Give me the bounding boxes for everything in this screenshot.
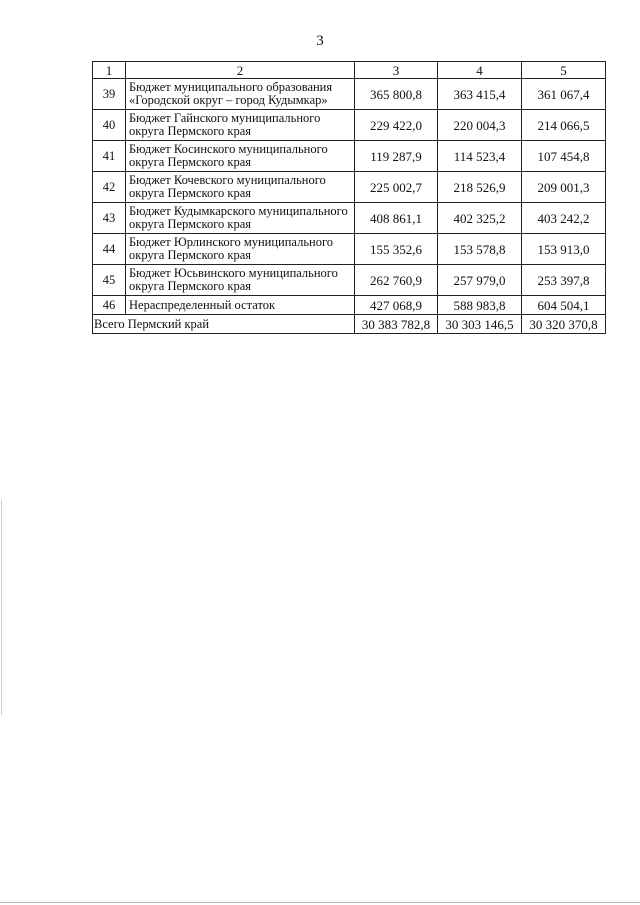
header-cell-col3: 3 — [355, 62, 438, 79]
value-col5: 107 454,8 — [522, 141, 606, 172]
value-col5: 153 913,0 — [522, 234, 606, 265]
table-row — [93, 172, 606, 203]
value-col5: 604 504,1 — [522, 296, 606, 315]
value-col4: 257 979,0 — [438, 265, 522, 296]
value-col3: 119 287,9 — [355, 141, 438, 172]
row-number: 45 — [93, 265, 126, 296]
budget-name: Бюджет Юсьвинского муниципального округа Пермского края — [126, 265, 355, 296]
budget-name: Бюджет муниципального образования «Городской округ – город Кудымкар» — [126, 79, 355, 110]
table-row — [93, 234, 606, 265]
value-col3: 427 068,9 — [355, 296, 438, 315]
value-col5: 253 397,8 — [522, 265, 606, 296]
row-number: 43 — [93, 203, 126, 234]
header-cell-col5: 5 — [522, 62, 606, 79]
value-col3: 408 861,1 — [355, 203, 438, 234]
table-row — [93, 79, 606, 110]
row-number: 44 — [93, 234, 126, 265]
row-number: 46 — [93, 296, 126, 315]
value-col3: 155 352,6 — [355, 234, 438, 265]
table-row — [93, 110, 606, 141]
total-col3: 30 383 782,8 — [355, 315, 438, 334]
value-col4: 402 325,2 — [438, 203, 522, 234]
table-header-row — [93, 62, 606, 79]
header-cell-col1: 1 — [93, 62, 126, 79]
value-col5: 361 067,4 — [522, 79, 606, 110]
value-col5: 209 001,3 — [522, 172, 606, 203]
budget-name: Бюджет Кудымкарского муниципального округа Пермского края — [126, 203, 355, 234]
row-number: 39 — [93, 79, 126, 110]
value-col4: 220 004,3 — [438, 110, 522, 141]
value-col3: 225 002,7 — [355, 172, 438, 203]
budget-name: Бюджет Косинского муниципального округа Пермского края — [126, 141, 355, 172]
value-col5: 403 242,2 — [522, 203, 606, 234]
value-col3: 229 422,0 — [355, 110, 438, 141]
table-row — [93, 203, 606, 234]
budget-name: Бюджет Гайнского муниципального округа Пермского края — [126, 110, 355, 141]
table-row — [93, 296, 606, 315]
table-row — [93, 141, 606, 172]
table-row — [93, 265, 606, 296]
budget-name: Бюджет Кочевского муниципального округа Пермского края — [126, 172, 355, 203]
budget-name: Бюджет Юрлинского муниципального округа Пермского края — [126, 234, 355, 265]
header-cell-col4: 4 — [438, 62, 522, 79]
total-label: Всего Пермский край — [93, 315, 355, 334]
value-col4: 153 578,8 — [438, 234, 522, 265]
value-col5: 214 066,5 — [522, 110, 606, 141]
row-number: 42 — [93, 172, 126, 203]
row-number: 40 — [93, 110, 126, 141]
scan-bottom-edge — [0, 902, 640, 903]
total-col4: 30 303 146,5 — [438, 315, 522, 334]
value-col4: 363 415,4 — [438, 79, 522, 110]
value-col3: 365 800,8 — [355, 79, 438, 110]
value-col3: 262 760,9 — [355, 265, 438, 296]
row-number: 41 — [93, 141, 126, 172]
total-row — [93, 315, 606, 334]
value-col4: 114 523,4 — [438, 141, 522, 172]
page-number: 3 — [316, 33, 324, 49]
total-col5: 30 320 370,8 — [522, 315, 606, 334]
header-cell-col2: 2 — [126, 62, 355, 79]
budget-table — [92, 61, 606, 334]
value-col4: 218 526,9 — [438, 172, 522, 203]
budget-name: Нераспределенный остаток — [126, 296, 355, 315]
scan-edge-mark — [1, 500, 2, 715]
value-col4: 588 983,8 — [438, 296, 522, 315]
